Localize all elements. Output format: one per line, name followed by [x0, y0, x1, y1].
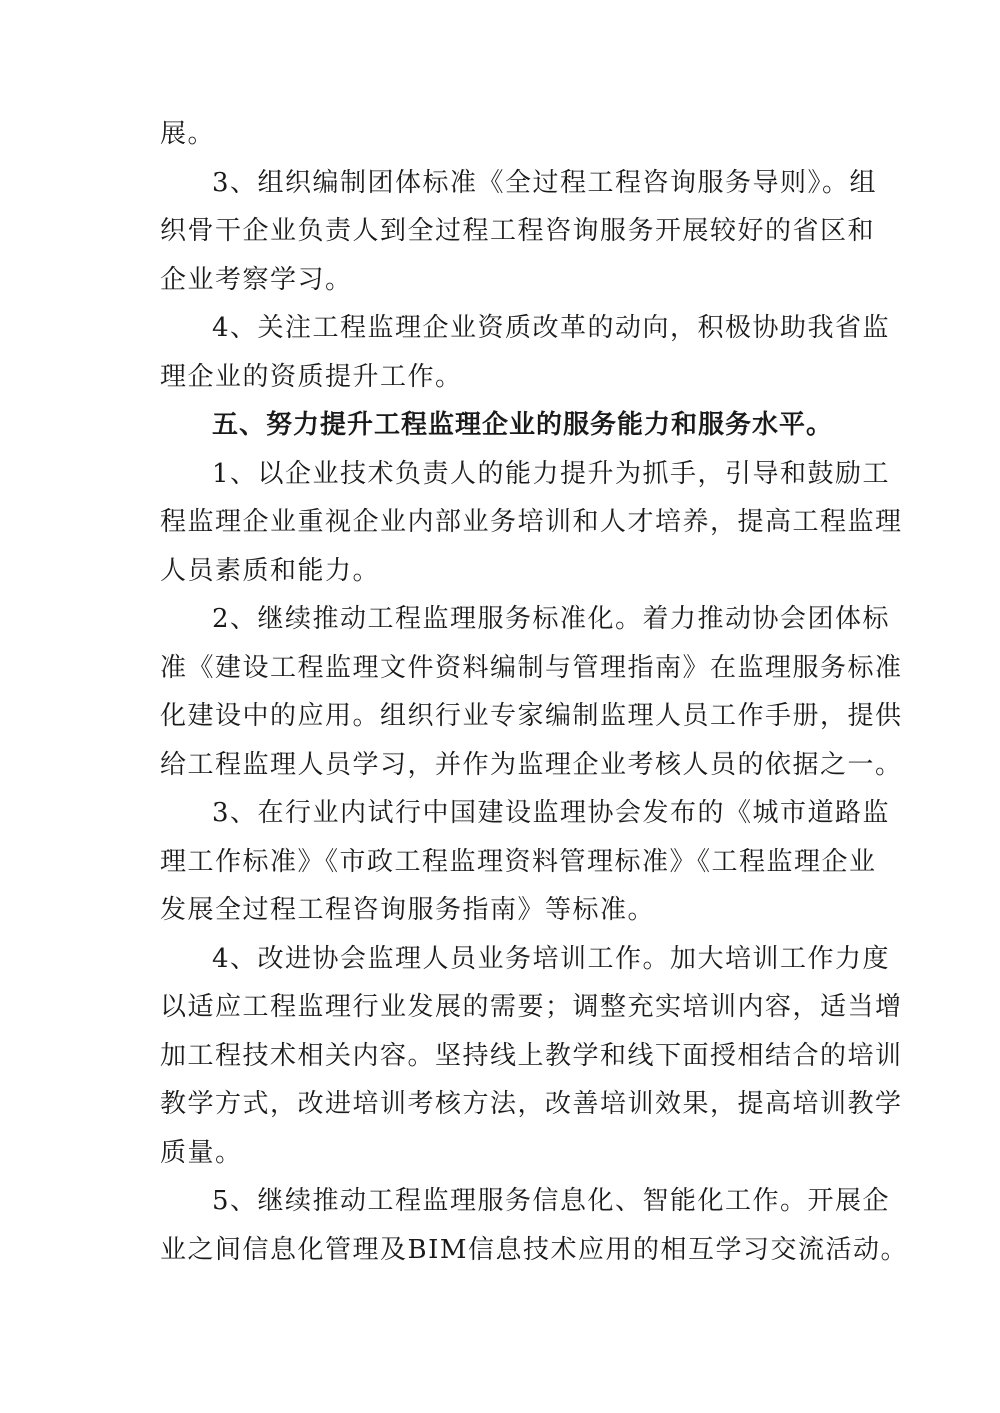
text-line: 加工程技术相关内容。坚持线上教学和线下面授相结合的培训: [160, 1040, 903, 1071]
text-line: 2、继续推动工程监理服务标准化。着力推动协会团体标: [212, 604, 891, 634]
text-line: 发展全过程工程咨询服务指南》等标准。: [160, 895, 656, 925]
text-line: 企业考察学习。: [160, 264, 353, 295]
text-line: 给工程监理人员学习，并作为监理企业考核人员的依据之一。: [160, 749, 903, 780]
document-page: [160, 110, 908, 1274]
text-line: 5、继续推动工程监理服务信息化、智能化工作。开展企: [212, 1186, 891, 1216]
text-line: 4、关注工程监理企业资质改革的动向，积极协助我省监: [212, 313, 891, 343]
section-heading: 五、努力提升工程监理企业的服务能力和服务水平。: [212, 410, 834, 440]
text-line: 展。: [160, 119, 216, 149]
text-line: 织骨干企业负责人到全过程工程咨询服务开展较好的省区和: [160, 216, 876, 246]
text-line: 1、以企业技术负责人的能力提升为抓手，引导和鼓励工: [212, 458, 891, 489]
text-line: 3、在行业内试行中国建设监理协会发布的《城市道路监: [212, 798, 891, 828]
text-line: 4、改进协会监理人员业务培训工作。加大培训工作力度: [212, 943, 891, 974]
text-line: 3、组织编制团体标准《全过程工程咨询服务导则》。组: [212, 167, 878, 198]
text-line: 理企业的资质提升工作。: [160, 361, 463, 392]
text-line: 化建设中的应用。组织行业专家编制监理人员工作手册，提供: [160, 701, 903, 731]
text-line: 程监理企业重视企业内部业务培训和人才培养，提高工程监理: [160, 507, 903, 537]
text-line: 准《建设工程监理文件资料编制与管理指南》在监理服务标准: [160, 652, 903, 683]
text-line: 教学方式，改进培训考核方法，改善培训效果，提高培训教学: [160, 1089, 903, 1119]
text-line: 业之间信息化管理及BIM信息技术应用的相互学习交流活动。: [160, 1234, 908, 1265]
text-line: 质量。: [160, 1137, 243, 1168]
text-line: 理工作标准》《市政工程监理资料管理标准》《工程监理企业: [160, 846, 877, 877]
text-line: 以适应工程监理行业发展的需要；调整充实培训内容，适当增: [160, 992, 903, 1022]
text-line: 人员素质和能力。: [160, 555, 381, 586]
